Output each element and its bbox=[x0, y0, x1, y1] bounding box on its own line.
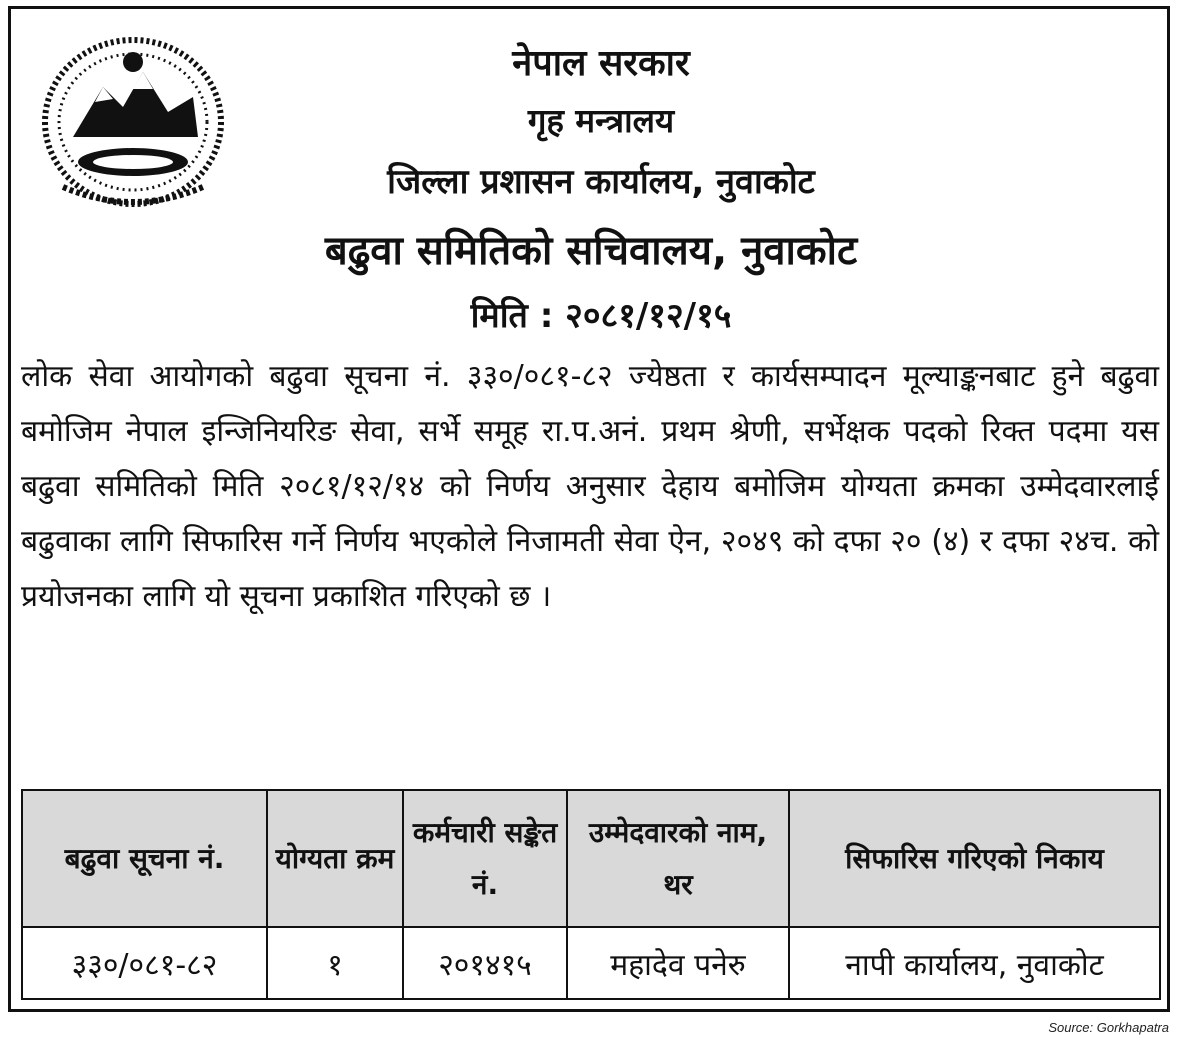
header-notice-no: बढुवा सूचना नं. bbox=[22, 790, 267, 927]
table-row bbox=[22, 927, 1160, 999]
promotion-table bbox=[21, 789, 1161, 1000]
notice-date: मिति : २०८१/१२/१५ bbox=[470, 296, 732, 336]
cell-employee-code: २०१४१५ bbox=[403, 927, 567, 999]
office-title: जिल्ला प्रशासन कार्यालय, नुवाकोट bbox=[387, 162, 815, 202]
source-caption: Source: Gorkhapatra bbox=[1048, 1020, 1169, 1035]
cell-recommended-office: नापी कार्यालय, नुवाकोट bbox=[789, 927, 1160, 999]
header-employee-code: कर्मचारी सङ्केत नं. bbox=[403, 790, 567, 927]
government-title: नेपाल सरकार bbox=[512, 43, 690, 84]
cell-notice-no: ३३०/०८१-८२ bbox=[22, 927, 267, 999]
table-header-row bbox=[22, 790, 1160, 927]
ministry-title: गृह मन्त्रालय bbox=[527, 101, 675, 140]
cell-candidate-name: महादेव पनेरु bbox=[567, 927, 789, 999]
nepal-emblem-icon bbox=[33, 27, 233, 217]
header-merit-order: योग्यता क्रम bbox=[267, 790, 403, 927]
header-candidate-name: उम्मेदवारको नाम, थर bbox=[567, 790, 789, 927]
header-recommended-office: सिफारिस गरिएको निकाय bbox=[789, 790, 1160, 927]
cell-merit-order: १ bbox=[267, 927, 403, 999]
notice-body: लोक सेवा आयोगको बढुवा सूचना नं. ३३०/०८१-८२ ज्येष्ठता र कार्यसम्पादन मूल्याङ्कनबाट हुने बढुवा बमोजिम नेपाल इन्जिनियरिङ सेवा, सर्भे समूह रा.प.अनं. प्रथम श्रेणी, सर्भेक्षक पदको रिक्त पदमा यस बढुवा समितिको मिति २०८१/१२/१४ को निर्णय अनुसार देहाय बमोजिम योग्यता क्रमका उम्मेदवारलाई बढुवाका लागि सिफारिस गर्ने निर्णय भएकोले निजामती सेवा ऐन, २०४९ को दफा २० (४) र दफा २४च. को प्रयोजनका लागि यो सूचना प्रकाशित गरिएको छ । bbox=[21, 359, 1159, 614]
notice-frame bbox=[8, 6, 1170, 1012]
secretariat-title: बढुवा समितिको सचिवालय, नुवाकोट bbox=[324, 228, 858, 274]
